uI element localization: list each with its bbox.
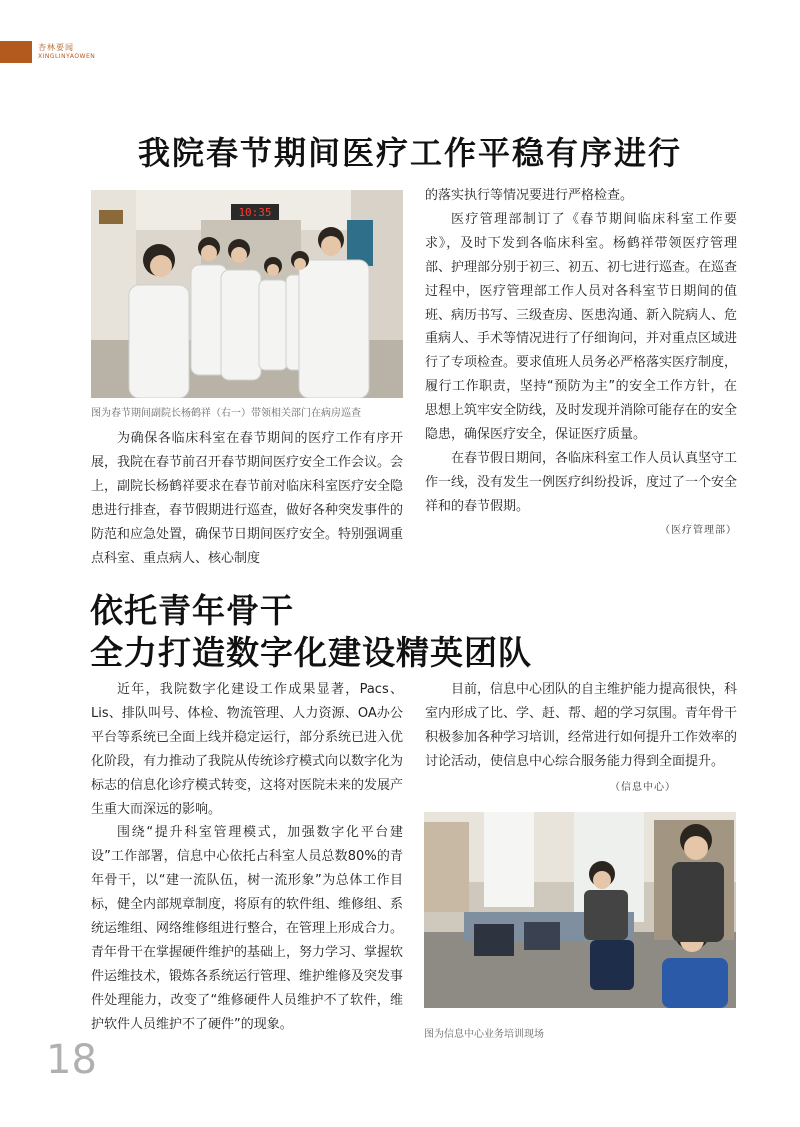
section-name-pinyin: XINGLINYAOWEN xyxy=(38,53,96,60)
article1-signature: （医疗管理部） xyxy=(660,524,737,536)
training-room-illustration xyxy=(424,812,736,1008)
article1-photo-caption: 图为春节期间副院长杨鹤祥（右一）带领相关部门在病房巡查 xyxy=(91,408,361,419)
article2-right-column xyxy=(425,678,737,774)
article1-paragraph-continued: 的落实执行等情况要进行严格检查。 xyxy=(425,188,634,203)
article1-right-column xyxy=(425,184,737,543)
section-color-bar xyxy=(0,41,32,63)
hospital-corridor-illustration xyxy=(91,190,403,398)
article1-photo xyxy=(91,190,403,398)
article2-paragraph: 近年，我院数字化建设工作成果显著，Pacs、Lis、排队叫号、体检、物流管理、人力资源、OA办公平台等系统已全面上线并稳定运行，部分系统已进入优化阶段，有力推动了我院从传统诊疗模式向以数字化为标志的信息化诊疗模式转变，这将对医院未来的发展产生重大而深远的影响。 xyxy=(91,682,404,817)
article2-photo-caption: 图为信息中心业务培训现场 xyxy=(424,1029,544,1040)
article2-photo xyxy=(424,812,736,1008)
article2-paragraph: 围绕“提升科室管理模式，加强数字化平台建设”工作部署，信息中心依托占科室人员总数80%的青年骨干，以“建一流队伍，树一流形象”为总体工作目标，健全内部规章制度，将原有的软件组、维修组、系统运维组、网络维修组进行整合，在管理上形成合力。青年骨干在掌握硬件维护的基础上，努力学习、掌握软件运维技术，锻炼各系统运行管理、维护维修及突发事件处理能力，改变了“维修硬件人员维护不了软件，维护软件人员维护不了硬件”的现象。 xyxy=(91,825,404,1032)
article1-paragraph: 为确保各临床科室在春节期间的医疗工作有序开展，我院在春节前召开春节期间医疗安全工作会议。会上，副院长杨鹤祥要求在春节前对临床科室医疗安全隐患进行排查，春节假期进行巡查，做好各种突发事件的防范和应急处置，确保节日期间医疗安全。特别强调重点科室、重点病人、核心制度 xyxy=(91,431,404,566)
article1-paragraph: 在春节假日期间，各临床科室工作人员认真坚守工作一线，没有发生一例医疗纠纷投诉，度过了一个安全祥和的春节假期。 xyxy=(425,450,738,514)
article2-paragraph: 目前，信息中心团队的自主维护能力提高很快，科室内形成了比、学、赶、帮、超的学习氛围。青年骨干积极参加各种学习培训，经常进行如何提升工作效率的讨论活动，使信息中心综合服务能力得到全面提升。 xyxy=(425,682,738,769)
section-name: 杏林要闻 xyxy=(38,43,74,52)
wall-clock-readout: 10:35 xyxy=(238,206,272,219)
page-number: 18 xyxy=(46,1037,97,1083)
article1-left-column xyxy=(91,427,403,570)
article2-signature: （信息中心） xyxy=(610,782,676,793)
article1-paragraph: 医疗管理部制订了《春节期间临床科室工作要求》，及时下发到各临床科室。杨鹤祥带领医疗管理部、护理部分别于初三、初五、初七进行巡查。在巡查过程中，医疗管理部工作人员对各科室节日期间的值班、病历书写、三级查房、医患沟通、新入院病人、危重病人、手术等情况进行了仔细询问，并对重点区域进行了专项检查。要求值班人员务必严格落实医疗制度，履行工作职责，坚持“预防为主”的安全工作方针，在思想上筑牢安全防线，及时发现并消除可能存在的安全隐患，确保医疗安全，保证医疗质量。 xyxy=(425,211,738,443)
article2-title xyxy=(90,590,532,674)
article2-title-line2: 全力打造数字化建设精英团队 xyxy=(90,633,532,672)
article2-left-column xyxy=(91,678,403,1037)
article2-title-line1: 依托青年骨干 xyxy=(90,591,294,630)
article1-title: 我院春节期间医疗工作平稳有序进行 xyxy=(137,134,682,172)
